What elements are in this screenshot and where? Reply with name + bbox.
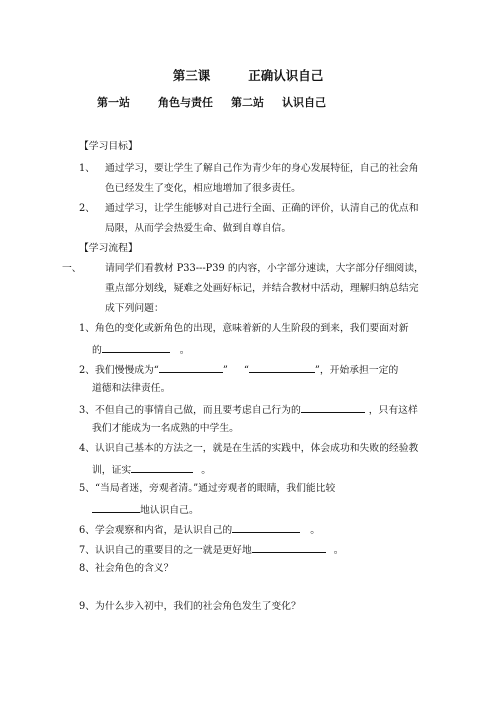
question-7 [79, 542, 344, 557]
question-1-line2 [92, 342, 190, 357]
question-6-period: 。 [310, 525, 320, 536]
question-5-line2 [92, 502, 199, 517]
question-4-period: 。 [201, 465, 211, 476]
page-title [0, 66, 496, 84]
question-2-text-a: 2、我们慢慢成为“ [79, 365, 159, 376]
process-heading: 【学习流程】 [79, 243, 138, 254]
question-3-line1 [79, 402, 418, 417]
question-2-text-b: ” [222, 365, 228, 376]
question-8: 8、社会角色的含义？ [79, 563, 174, 574]
question-2-text-d: ”，开始承担一定的 [314, 365, 399, 376]
question-9: 9、为什么步入初中，我们的社会角色发生了变化？ [79, 601, 301, 612]
process-intro-line3: 成下列问题： [105, 303, 164, 314]
goal-1-line2: 色已经发生了变化，相应地增加了很多责任。 [105, 183, 301, 194]
goal-1-number: 1、 [79, 163, 96, 174]
question-5-line1: 5、“当局者迷，旁观者清。”通过旁观者的眼睛，我们能比较 [79, 483, 336, 494]
process-intro-line1: 请同学们看教材 P33---P39 的内容，小字部分速读，大字部分仔细阅读， [105, 263, 424, 274]
question-2-line1 [79, 362, 398, 377]
question-2-line2: 道德和法律责任。 [92, 383, 171, 394]
question-2-text-c: “ [243, 365, 249, 376]
answer-blank-3[interactable] [301, 402, 365, 413]
station1-topic: 角色与责任 [158, 96, 213, 109]
question-6 [79, 522, 320, 537]
goal-1-line1: 通过学习，要让学生了解自己作为青少年的身心发展特征，自己的社会角 [105, 163, 419, 174]
question-7-period: 。 [333, 545, 344, 556]
question-4-line2 [92, 462, 211, 477]
process-intro-number: 一、 [62, 263, 82, 274]
question-4-line1: 4、认识自己基本的方法之一，就是在生活的实践中，体会成功和失败的经验教 [79, 443, 419, 454]
answer-blank-1[interactable] [102, 342, 170, 353]
page-subtitle [97, 94, 326, 110]
question-1-period: 。 [179, 345, 190, 356]
goal-2-line2: 局限，从而学会热爱生命、做到自尊自信。 [105, 223, 292, 234]
question-1-line1: 1、角色的变化或新角色的出现，意味着新的人生阶段的到来，我们要面对新 [79, 323, 409, 334]
process-intro-line2: 重点部分划线，疑难之处画好标记，并结合教材中活动，理解归纳总结完 [105, 283, 419, 294]
answer-blank-7[interactable] [252, 542, 326, 553]
question-1-text: 的 [92, 345, 102, 356]
question-3-text-a: 3、不但自己的事情自己做，而且要考虑自己行为的 [79, 405, 301, 416]
answer-blank-6[interactable] [232, 522, 300, 533]
question-3-line2: 我们才能成为一名成熟的中学生。 [92, 423, 239, 434]
answer-blank-5[interactable] [92, 502, 140, 513]
answer-blank-2a[interactable] [159, 362, 223, 373]
lesson-label: 第三课 [172, 68, 211, 83]
question-7-text-a: 7、认识自己的重要目的之一就是更好地 [79, 545, 252, 556]
station1-label: 第一站 [97, 96, 130, 109]
goal-2-line1: 通过学习，让学生能够对自己进行全面、正确的评价，认清自己的优点和 [105, 203, 419, 214]
station2-label: 第二站 [231, 96, 264, 109]
answer-blank-2b[interactable] [249, 362, 315, 373]
lesson-topic: 正确认识自己 [248, 68, 324, 83]
question-3-text-b: ，只有这样 [368, 405, 418, 416]
station2-topic: 认识自己 [282, 96, 326, 109]
question-6-text-a: 6、学会观察和内省，是认识自己的 [79, 525, 233, 536]
question-5-text-b: 地认识自己。 [140, 505, 199, 516]
goals-heading: 【学习目标】 [79, 141, 138, 152]
goal-2-number: 2、 [79, 203, 96, 214]
question-4-text-b: 训，证实 [92, 465, 132, 476]
answer-blank-4[interactable] [131, 462, 193, 473]
